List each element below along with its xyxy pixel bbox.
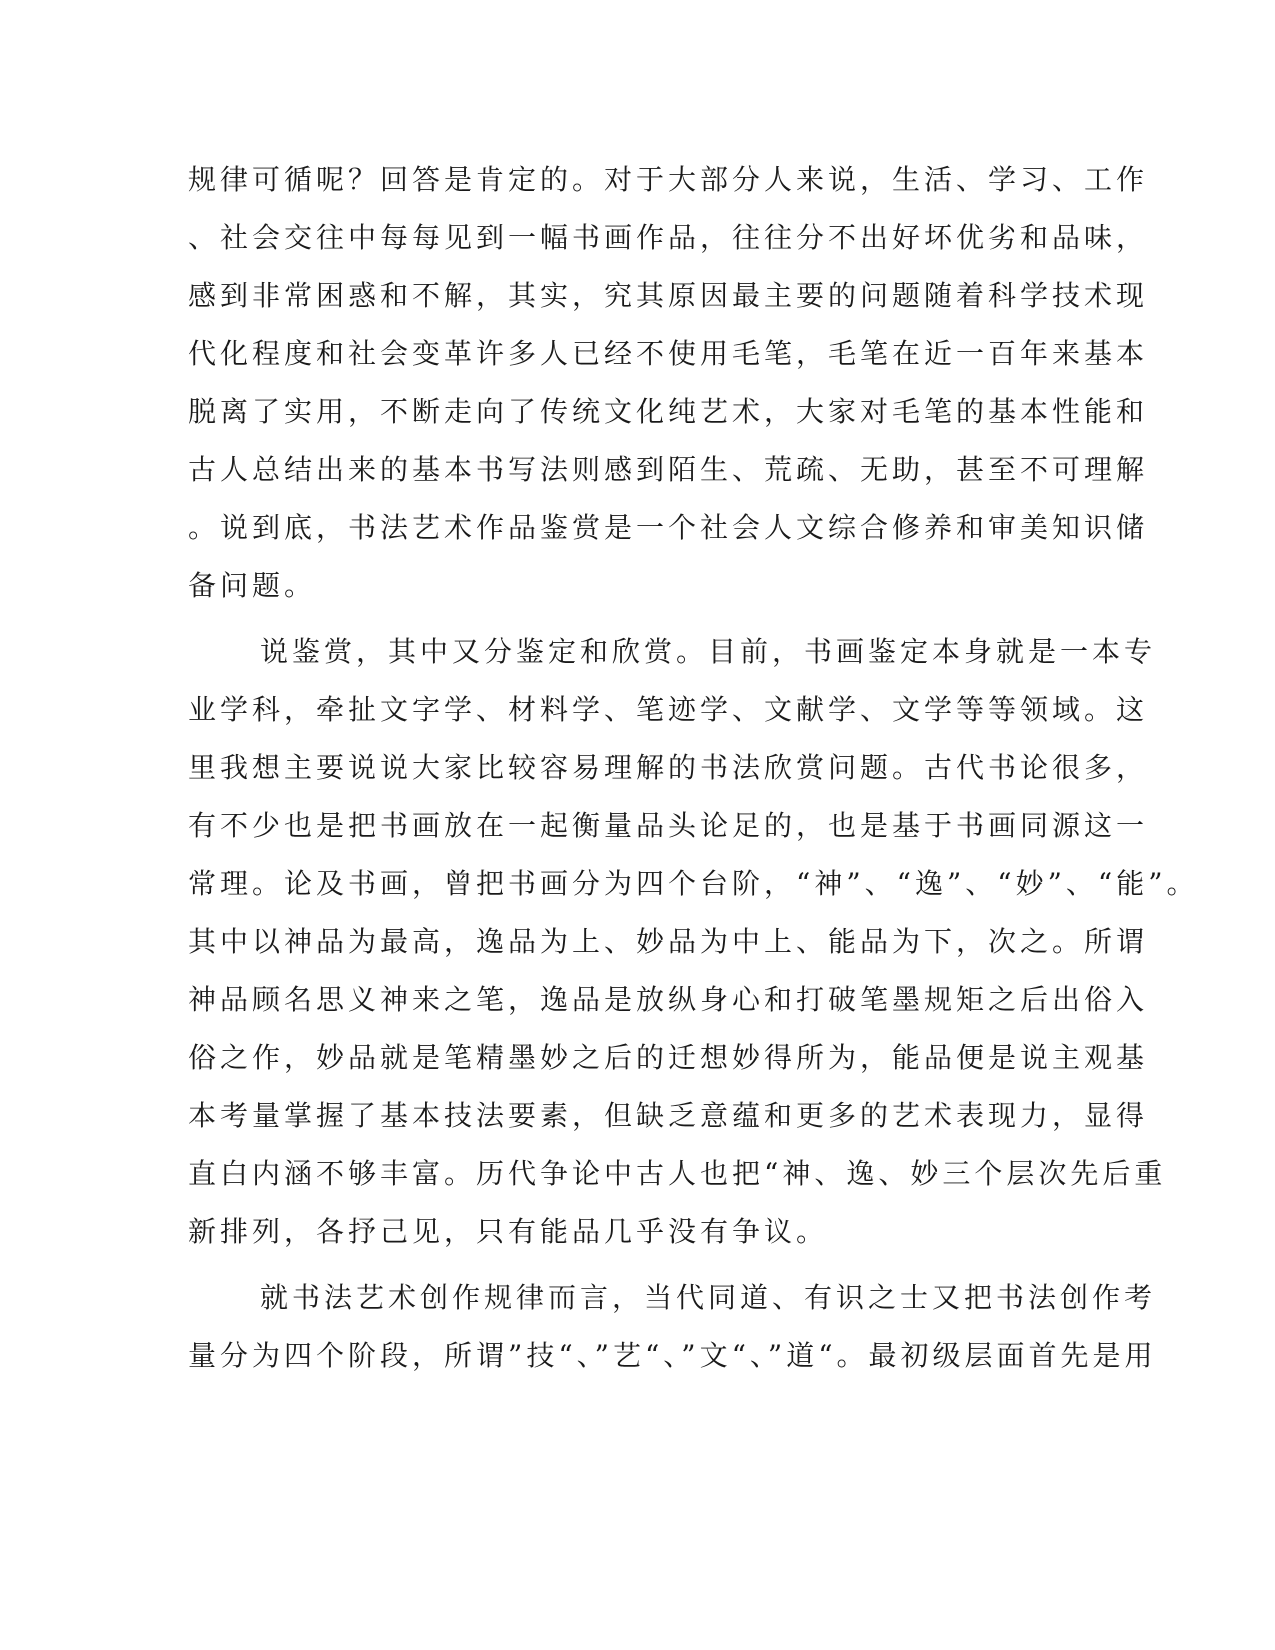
text-line: 有不少也是把书画放在一起衡量品头论足的，也是基于书画同源这一 — [188, 809, 1149, 842]
text-line: 业学科，牵扯文字学、材料学、笔迹学、文献学、文学等等领域。这 — [188, 693, 1149, 726]
text-line: 脱离了实用，不断走向了传统文化纯艺术，大家对毛笔的基本性能和 — [188, 395, 1149, 428]
text-line: 规律可循呢？回答是肯定的。对于大部分人来说，生活、学习、工作 — [188, 163, 1149, 196]
text-line: 俗之作，妙品就是笔精墨妙之后的迁想妙得所为，能品便是说主观基 — [188, 1041, 1149, 1074]
text-line: 神品顾名思义神来之笔，逸品是放纵身心和打破笔墨规矩之后出俗入 — [188, 983, 1149, 1016]
text-line: 量分为四个阶段，所谓”技“、”艺“、”文“、”道“。最初级层面首先是用 — [188, 1339, 1157, 1372]
text-line: 备问题。 — [188, 569, 317, 602]
text-line: 直白内涵不够丰富。历代争论中古人也把“神、逸、妙三个层次先后重 — [188, 1157, 1167, 1190]
paragraph-first-line: 说鉴赏，其中又分鉴定和欣赏。目前，书画鉴定本身就是一本专 — [260, 635, 1157, 668]
paragraph-first-line: 就书法艺术创作规律而言，当代同道、有识之士又把书法创作考 — [260, 1281, 1157, 1314]
text-line: 古人总结出来的基本书写法则感到陌生、荒疏、无助，甚至不可理解 — [188, 453, 1149, 486]
text-line: 其中以神品为最高，逸品为上、妙品为中上、能品为下，次之。所谓 — [188, 925, 1149, 958]
text-line: 常理。论及书画，曾把书画分为四个台阶，“神”、“逸”、“妙”、“能”。 — [188, 867, 1199, 900]
text-line: 新排列，各抒己见，只有能品几乎没有争议。 — [188, 1215, 829, 1248]
text-line: 本考量掌握了基本技法要素，但缺乏意蕴和更多的艺术表现力，显得 — [188, 1099, 1149, 1132]
text-line: 、社会交往中每每见到一幅书画作品，往往分不出好坏优劣和品味， — [188, 221, 1149, 254]
text-line: 里我想主要说说大家比较容易理解的书法欣赏问题。古代书论很多， — [188, 751, 1149, 784]
text-line: 代化程度和社会变革许多人已经不使用毛笔，毛笔在近一百年来基本 — [188, 337, 1149, 370]
text-line: 。说到底，书法艺术作品鉴赏是一个社会人文综合修养和审美知识储 — [188, 511, 1149, 544]
text-line: 感到非常困惑和不解，其实，究其原因最主要的问题随着科学技术现 — [188, 279, 1149, 312]
